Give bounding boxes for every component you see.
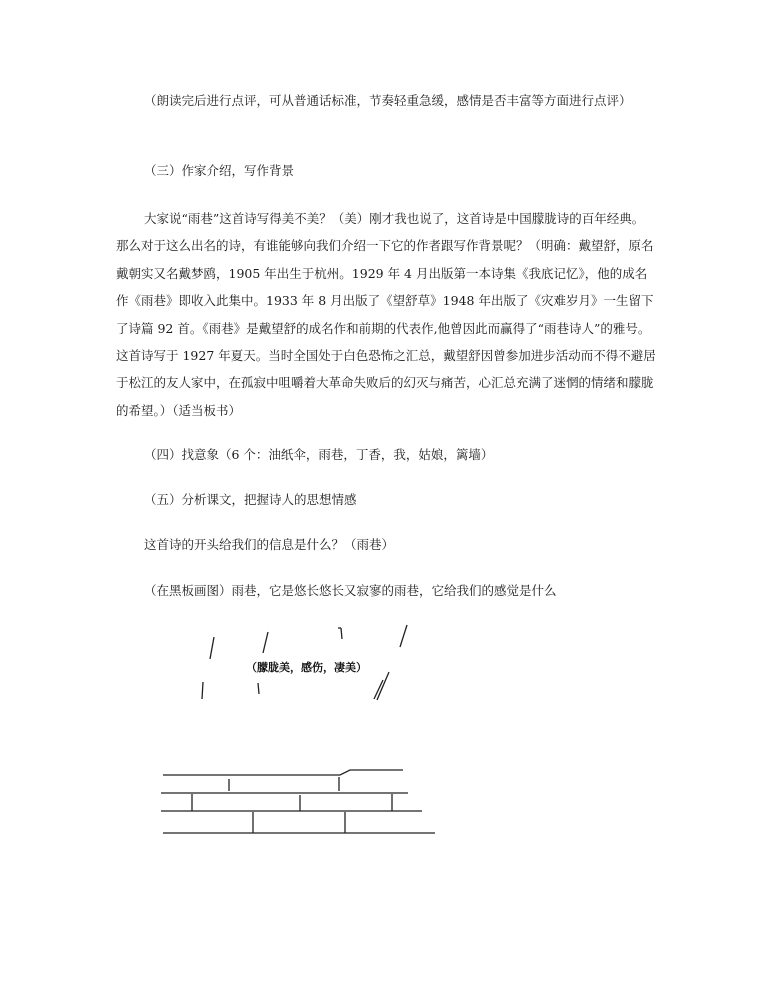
heading-find-imagery: （四）找意象（6 个：油纸伞，雨巷，丁香，我，姑娘，篱墙） [144,447,494,462]
paragraph-reading-review: （朗读完后进行点评，可从普通话标准，节奏轻重急缓，感情是否丰富等方面进行点评） [144,93,632,108]
rain-stroke [377,672,389,700]
rain-alley-drawing [150,615,450,845]
heading-analyze-text: （五）分析课文，把握诗人的思想情感 [144,492,357,507]
wall-line [163,770,403,775]
rain-stroke [400,625,407,647]
paragraph-author-intro: 大家说“雨巷”这首诗写得美不美？（美）刚才我也说了，这首诗是中国朦胧诗的百年经典。那么对于这么出名的诗，有谁能够向我们介绍一下它的作者跟写作背景呢？（明确：戴望舒，原名戴朝实又名戴梦鸥，1905 年出生于杭州。1929 年 4 月出版第一本诗集《我底记忆》，他的成名作《雨巷》即收入此集中。1933 年 8 月出版了《望舒草》1948 年出版了《灾难岁月》一生留下了诗篇 92 首。《雨巷》是戴望舒的成名作和前期的代表作,他曾因此而赢得了“雨巷诗人”的雅号。这首诗写于 1927 年夏天。当时全国处于白色恐怖之汇总，戴望舒因曾参加进步活动而不得不避居于松江的友人家中，在孤寂中咀嚼着大革命失败后的幻灭与痛苦，心汇总充满了迷惘的情绪和朦胧的希望。）（适当板书） [116,211,656,418]
alley-wall [161,770,435,833]
rain-stroke [263,632,268,653]
rain-stroke [202,682,203,699]
rain-stroke [341,628,342,639]
heading-author-background: （三）作家介绍，写作背景 [144,163,295,178]
paragraph-blackboard-drawing: （在黑板画图）雨巷，它是悠长悠长又寂寥的雨巷，它给我们的感觉是什么 [144,583,557,598]
rain-stroke [258,683,259,694]
paragraph-opening-question: 这首诗的开头给我们的信息是什么？（雨巷） [144,537,395,552]
drawing-caption: （朦胧美，感伤，凄美） [246,661,367,674]
rain-stroke [210,637,214,659]
